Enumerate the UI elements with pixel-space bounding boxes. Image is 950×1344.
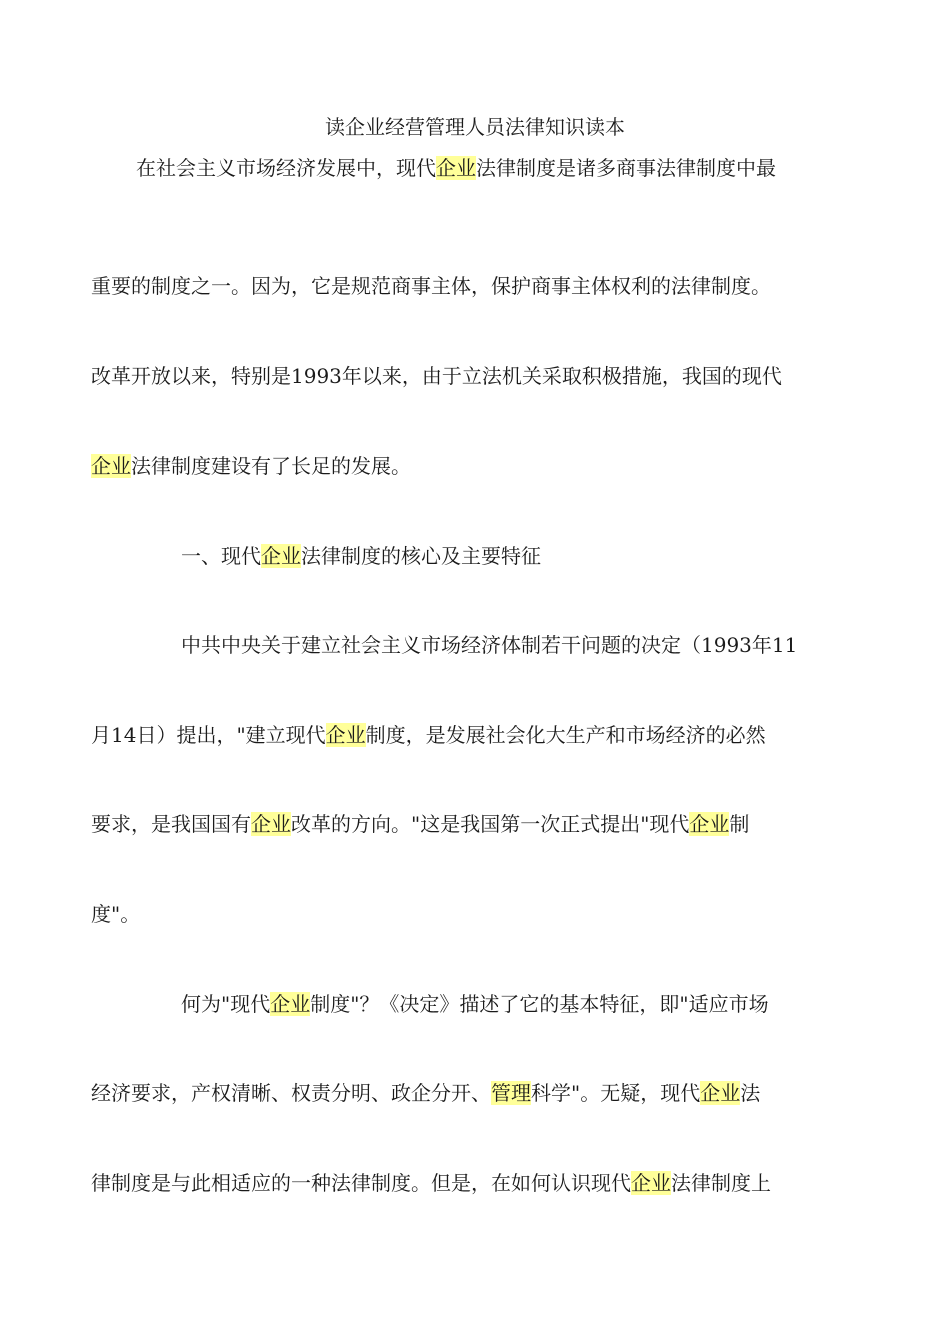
paragraph-2-line-4: 度"。 (91, 902, 141, 926)
highlight-keyword: 企业 (689, 812, 730, 836)
text-segment: 科学"。无疑，现代 (531, 1081, 701, 1105)
paragraph-1-line-4 (91, 452, 861, 480)
text-segment: 法律制度的核心及主要特征 (301, 544, 541, 568)
paragraph-3-line-2 (91, 1079, 861, 1107)
paragraph-1-line-2: 重要的制度之一。因为，它是规范商事主体，保护商事主体权利的法律制度。 (91, 274, 771, 298)
text-segment: 制 (729, 812, 750, 836)
text-segment: 制度，是发展社会化大生产和市场经济的必然 (365, 723, 766, 747)
text-segment: 月14日）提出，"建立现代 (91, 723, 326, 747)
text-segment: 在社会主义市场经济发展中，现代 (136, 156, 436, 180)
paragraph-2-line-2 (91, 721, 861, 749)
paragraph-2-line-3 (91, 810, 861, 838)
highlight-keyword: 企业 (251, 812, 291, 836)
highlight-keyword: 企业 (631, 1171, 671, 1195)
paragraph-3-line-3 (91, 1169, 861, 1197)
highlight-keyword: 企业 (91, 454, 131, 478)
paragraph-1-line-3: 改革开放以来，特别是1993年以来，由于立法机关采取积极措施，我国的现代 (91, 364, 782, 388)
paragraph-3-line-1 (181, 990, 861, 1018)
highlight-keyword: 企业 (436, 156, 476, 180)
text-segment: 一、现代 (181, 544, 261, 568)
highlight-keyword: 企业 (261, 544, 301, 568)
text-segment: 经济要求，产权清晰、权责分明、政企分开、 (91, 1081, 491, 1105)
paragraph-2-line-1: 中共中央关于建立社会主义市场经济体制若干问题的决定（1993年11 (181, 633, 798, 657)
highlight-keyword: 管理 (491, 1081, 531, 1105)
document-title: 读企业经营管理人员法律知识读本 (325, 115, 625, 139)
highlight-keyword: 企业 (700, 1081, 741, 1105)
highlight-keyword: 企业 (325, 723, 366, 747)
text-segment: 何为"现代 (181, 992, 271, 1016)
text-segment: 改革的方向。"这是我国第一次正式提出"现代 (291, 812, 690, 836)
text-segment: 法律制度是诸多商事法律制度中最 (476, 156, 776, 180)
highlight-keyword: 企业 (270, 992, 311, 1016)
text-segment: 法律制度建设有了长足的发展。 (131, 454, 411, 478)
text-segment: 法 (740, 1081, 761, 1105)
text-segment: 制度"？《决定》描述了它的基本特征，即"适应市场 (310, 992, 769, 1016)
text-segment: 要求，是我国国有 (91, 812, 251, 836)
text-segment: 法律制度上 (671, 1171, 771, 1195)
text-segment: 律制度是与此相适应的一种法律制度。但是，在如何认识现代 (91, 1171, 631, 1195)
paragraph-1-line-1 (136, 154, 861, 182)
section-heading (181, 542, 861, 570)
